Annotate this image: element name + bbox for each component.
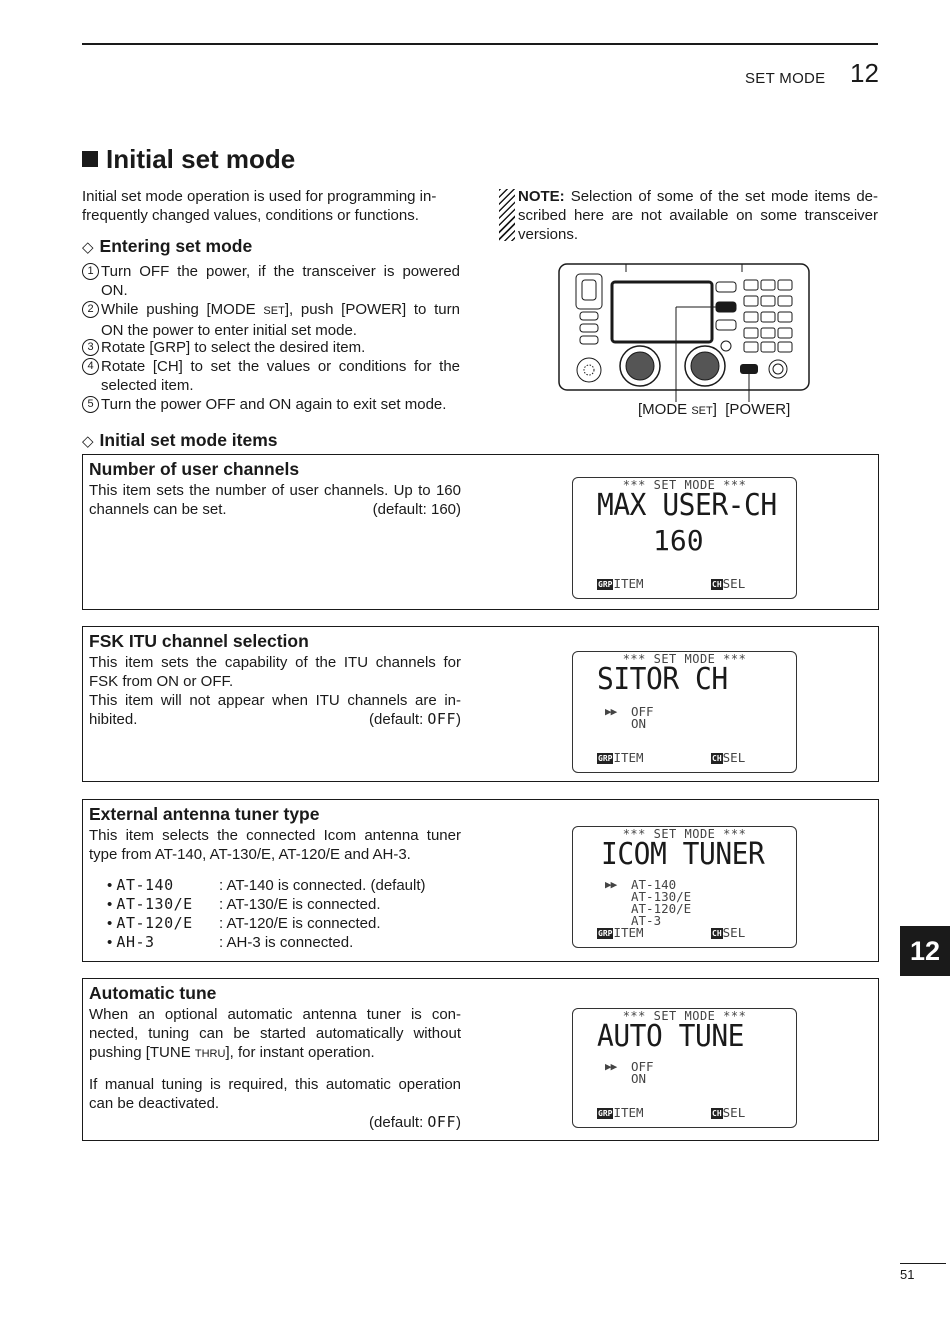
item-title: Number of user channels — [89, 459, 300, 479]
lcd-display: *** SET MODE *** MAX USER-CH 160 GRPITEM CHSEL — [572, 477, 797, 599]
footer-rule — [900, 1263, 946, 1264]
step-1: 1 Turn OFF the power, if the transceiver is powered ON. — [82, 262, 460, 300]
item-title: FSK ITU channel selection — [89, 631, 309, 651]
item-box-fsk-itu — [82, 626, 879, 782]
square-bullet-icon — [82, 151, 98, 167]
entering-heading: ◇ Entering set mode — [82, 236, 253, 256]
item-box-automatic-tune — [82, 978, 879, 1141]
note-hatch-icon — [499, 189, 515, 241]
item-box-antenna-tuner — [82, 799, 879, 962]
item-title: External antenna tuner type — [89, 804, 320, 824]
figure-labels: [MODE SET] [POWER] — [638, 401, 791, 418]
item-text: When an optional automatic antenna tuner is con-nected, tuning can be started automatically without pushing [TUNE THRU], for instant operation. — [89, 1006, 461, 1061]
page-title: Initial set mode — [82, 144, 295, 175]
item-text: This item sets the capability of the ITU channels for FSK from ON or OFF. — [89, 654, 461, 690]
diamond-icon: ◇ — [82, 239, 94, 256]
chapter-tab[interactable]: 12 — [900, 926, 950, 976]
diamond-icon: ◇ — [82, 433, 94, 450]
items-heading: ◇ Initial set mode items — [82, 430, 278, 450]
page-number: 51 — [900, 1267, 915, 1282]
item-default: (default: OFF) — [369, 1113, 461, 1131]
note: NOTE: Selection of some of the set mode items de-scribed here are not available on some transceiver versions. — [518, 188, 879, 243]
arrow-icon: ▶▶ — [605, 1060, 617, 1073]
arrow-icon: ▶▶ — [605, 878, 617, 891]
intro-text: Initial set mode operation is used for programming in-frequently changed values, conditions or functions. — [82, 188, 437, 224]
item-box-user-channels — [82, 454, 879, 610]
chapter-number: 12 — [850, 58, 879, 88]
list-item: • AT-120/E : AT-120/E is connected. — [107, 914, 381, 932]
transceiver-front-panel-illustration — [558, 262, 812, 422]
lcd-display: *** SET MODE *** AUTO TUNE ▶▶ OFF ON GRPITEM CHSEL — [572, 1008, 797, 1128]
item-text: This item sets the number of user channels. Up to 160 channels can be set. — [89, 482, 461, 518]
step-2: 2 While pushing [MODE SET], push [POWER] to turn ON the power to enter initial set mode. — [82, 300, 460, 340]
item-text-2: This item will not appear when ITU channels are in-hibited. — [89, 692, 461, 728]
list-item: • AT-130/E : AT-130/E is connected. — [107, 895, 381, 913]
item-default: (default: OFF) — [369, 710, 461, 728]
bullet-list — [107, 876, 426, 952]
header-rule — [82, 43, 878, 45]
lcd-display: *** SET MODE *** ICOM TUNER ▶▶ AT-140 AT-130/E AT-120/E AT-3 GRPITEM CHSEL — [572, 826, 797, 948]
step-5: 5 Turn the power OFF and ON again to exit set mode. — [82, 395, 460, 414]
step-4: 4 Rotate [CH] to set the values or conditions for the selected item. — [82, 357, 460, 395]
item-default: (default: 160) — [372, 501, 461, 518]
section-label: SET MODE — [745, 70, 826, 87]
list-item: • AH-3 : AH-3 is connected. — [107, 933, 354, 951]
item-title: Automatic tune — [89, 983, 217, 1003]
item-text-2: If manual tuning is required, this automatic operation can be deactivated. — [89, 1076, 461, 1112]
list-item: • AT-140 : AT-140 is connected. (default) — [107, 876, 426, 894]
arrow-icon: ▶▶ — [605, 705, 617, 718]
step-3: 3 Rotate [GRP] to select the desired item. — [82, 338, 460, 357]
item-text: This item selects the connected Icom antenna tuner type from AT-140, AT-130/E, AT-120/E and AH-3. — [89, 827, 461, 863]
lcd-display: *** SET MODE *** SITOR CH ▶▶ OFF ON GRPITEM CHSEL — [572, 651, 797, 773]
